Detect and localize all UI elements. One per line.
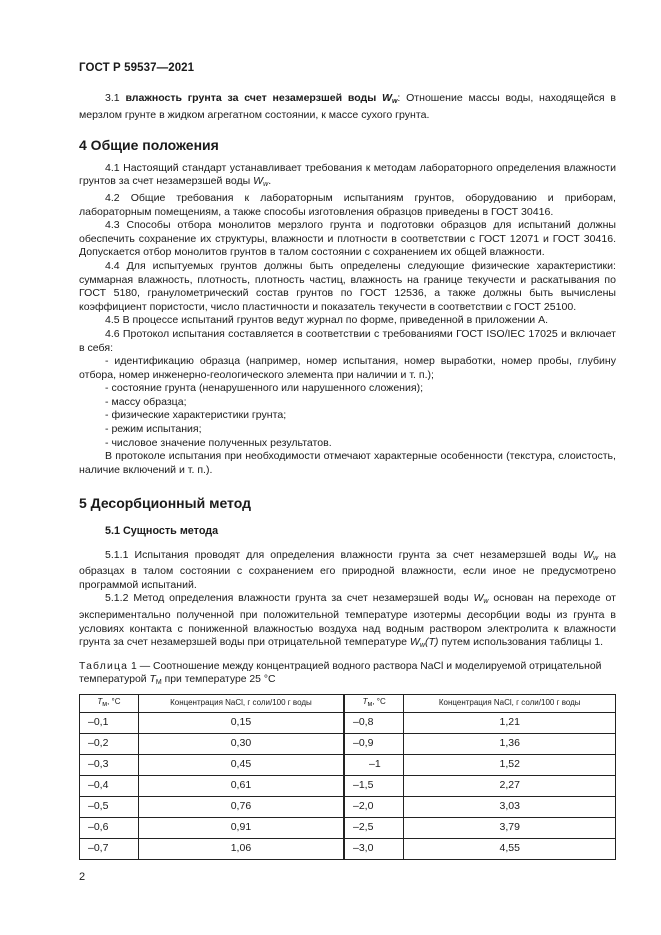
clause-4-1	[79, 162, 616, 192]
symbol-subscript: M	[155, 679, 162, 687]
list-item: - числовое значение полученных результатов.	[105, 436, 332, 449]
cell-temperature: –0,8	[344, 712, 404, 733]
cell-concentration: 0,76	[138, 796, 344, 817]
clause-4-2: 4.2 Общие требования к лабораторным испытаниям грунтов, оборудованию и приборам, лабораторным помещениям, а также способы изготовления образцов приведены в ГОСТ 30416.	[79, 191, 616, 218]
document-header: ГОСТ Р 59537—2021	[79, 62, 195, 74]
table-row	[80, 733, 616, 754]
clause-4-6: 4.6 Протокол испытания составляется в соответствии с требованиями ГОСТ ISO/IEC 17025 и включает в себя:	[79, 327, 616, 354]
table-row	[80, 838, 616, 859]
list-item: - идентификацию образца (например, номер испытания, номер выработки, номер пробы, глубину отбора, номер инженерно-геологического элемента при наличии и т. п.);	[79, 355, 616, 381]
cell-concentration: 0,15	[138, 712, 344, 733]
cell-concentration: 0,91	[138, 817, 344, 838]
list-item: - режим испытания;	[105, 423, 202, 436]
cell-concentration: 1,21	[404, 712, 616, 733]
symbol-subscript: w	[391, 98, 398, 105]
cell-concentration: 3,03	[404, 796, 616, 817]
clause-4-3: 4.3 Способы отбора монолитов мерзлого грунта и подготовки образцов для испытаний должны обеспечить сохранение их структуры, влажности и плотности в соответствии с ГОСТ 12071 и ГОСТ 30416. Допускается отбор монолитов грунтов в талом состоянии с сохранением их общей влажности.	[79, 219, 616, 259]
symbol: T	[362, 696, 368, 706]
clause-text: путем использования таблицы 1.	[438, 636, 604, 649]
clause-number: 3.1	[105, 92, 120, 104]
cell-concentration: 2,27	[404, 775, 616, 796]
cell-temperature: –1	[344, 754, 404, 775]
cell-temperature: –0,9	[344, 733, 404, 754]
cell-temperature: –0,6	[80, 817, 139, 838]
symbol: W	[409, 636, 420, 649]
section-5-title: 5 Десорбционный метод	[79, 495, 251, 512]
table-caption	[79, 660, 616, 690]
cell-concentration: 3,79	[404, 817, 616, 838]
symbol: T	[149, 674, 156, 686]
table-row	[80, 817, 616, 838]
clause-5-1-1	[79, 549, 616, 593]
table-row	[80, 712, 616, 733]
header-concentration: Концентрация NaCl, г соли/100 г воды	[404, 694, 616, 712]
symbol-argument: (T)	[424, 636, 439, 649]
cell-temperature: –0,1	[80, 712, 139, 733]
cell-temperature: –0,2	[80, 733, 139, 754]
clause-text: 5.1.2 Метод определения влажности грунта за счет незамерзшей воды	[105, 592, 469, 605]
subsection-5-1-title: 5.1 Сущность метода	[105, 525, 219, 538]
table-row	[80, 775, 616, 796]
header-temperature	[344, 694, 404, 712]
cell-concentration: 0,61	[138, 775, 344, 796]
table-1	[79, 694, 616, 860]
list-item: - массу образца;	[105, 395, 187, 408]
list-item: - состояние грунта (ненарушенного или нарушенного сложения);	[105, 382, 424, 395]
cell-concentration: 4,55	[404, 838, 616, 859]
cell-temperature: –3,0	[344, 838, 404, 859]
symbol-subscript: w	[483, 598, 489, 606]
cell-temperature: –0,3	[80, 754, 139, 775]
cell-concentration: 1,06	[138, 838, 344, 859]
protocol-note: В протоколе испытания при необходимости отмечают характерные особенности (текстура, слоистость, наличие включений и т. п.).	[79, 450, 616, 476]
symbol-subscript: м	[102, 700, 108, 708]
clause-5-1-2	[79, 592, 616, 652]
symbol: W	[253, 175, 264, 188]
clause-text: основан на переходе от экспериментально полученной при положительной температуре изотермы десорбции воды из грунта в условиях контакта с пониженной влажностью воздуха над водным раствором электролита к влажности грунта за счет незамерзшей воды при отрицательной температуре	[79, 592, 616, 649]
symbol-subscript: w	[263, 181, 269, 189]
cell-concentration: 1,52	[404, 754, 616, 775]
clause-end: .	[268, 175, 272, 188]
header-concentration: Концентрация NaCl, г соли/100 г воды	[138, 694, 344, 712]
cell-temperature: –2,0	[344, 796, 404, 817]
table-row	[80, 754, 616, 775]
cell-temperature: –2,5	[344, 817, 404, 838]
caption-text: при температуре 25 °С	[161, 674, 276, 686]
table-row	[80, 796, 616, 817]
clause-text: 4.1 Настоящий стандарт устанавливает требования к методам лабораторного определения влажности грунтов за счет незамерзшей воды	[79, 161, 616, 188]
definition-text: : Отношение массы воды, находящейся в мерзлом грунте в жидком агрегатном состоянии, к массе сухого грунта.	[79, 92, 616, 121]
header-temperature	[80, 694, 139, 712]
section-4-title: 4 Общие положения	[79, 137, 219, 154]
cell-concentration: 0,45	[138, 754, 344, 775]
cell-temperature: –0,5	[80, 796, 139, 817]
symbol-subscript: w	[593, 554, 599, 562]
clause-4-4: 4.4 Для испытуемых грунтов должны быть определены следующие физические характеристики: суммарная влажность, плотность, плотность частиц, влажность на границе текучести и раскатывания по ГОСТ 5180, гранулометрический состав грунтов по ГОСТ 12536, а также должны быть вычислены коэффициент пористости, число пластичности и показатель текучести в соответствии с ГОСТ 25100.	[79, 259, 616, 313]
cell-temperature: –0,4	[80, 775, 139, 796]
list-item: - физические характеристики грунта;	[105, 409, 287, 422]
clause-text: 5.1.1 Испытания проводят для определения влажности грунта за счет незамерзшей воды	[105, 548, 578, 561]
symbol: W	[381, 92, 392, 104]
cell-concentration: 1,36	[404, 733, 616, 754]
clause-text: на образцах в талом состоянии с сохранением его природной влажности, если иное не предусмотрено программой испытаний.	[79, 548, 617, 591]
cell-temperature: –0,7	[80, 838, 139, 859]
symbol: W	[583, 548, 594, 561]
table-header-row	[80, 694, 616, 712]
term-definition-3-1	[79, 92, 616, 122]
unit: , °С	[107, 696, 121, 706]
symbol-subscript: w	[419, 642, 425, 650]
cell-temperature: –1,5	[344, 775, 404, 796]
symbol: T	[97, 696, 103, 706]
symbol: W	[473, 592, 484, 605]
unit: , °С	[372, 696, 386, 706]
cell-concentration: 0,30	[138, 733, 344, 754]
page-number: 2	[79, 871, 86, 883]
caption-text: 1 — Соотношение между концентрацией водного раствора NaCl и моделируемой отрицательной температурой	[79, 660, 602, 686]
document-body	[79, 90, 616, 860]
clause-4-5: 4.5 В процессе испытаний грунтов ведут журнал по форме, приведенной в приложении А.	[105, 314, 549, 327]
term: влажность грунта за счет незамерзшей воды	[125, 92, 377, 104]
table-label: Таблица	[79, 660, 129, 672]
symbol-subscript: м	[367, 700, 373, 708]
